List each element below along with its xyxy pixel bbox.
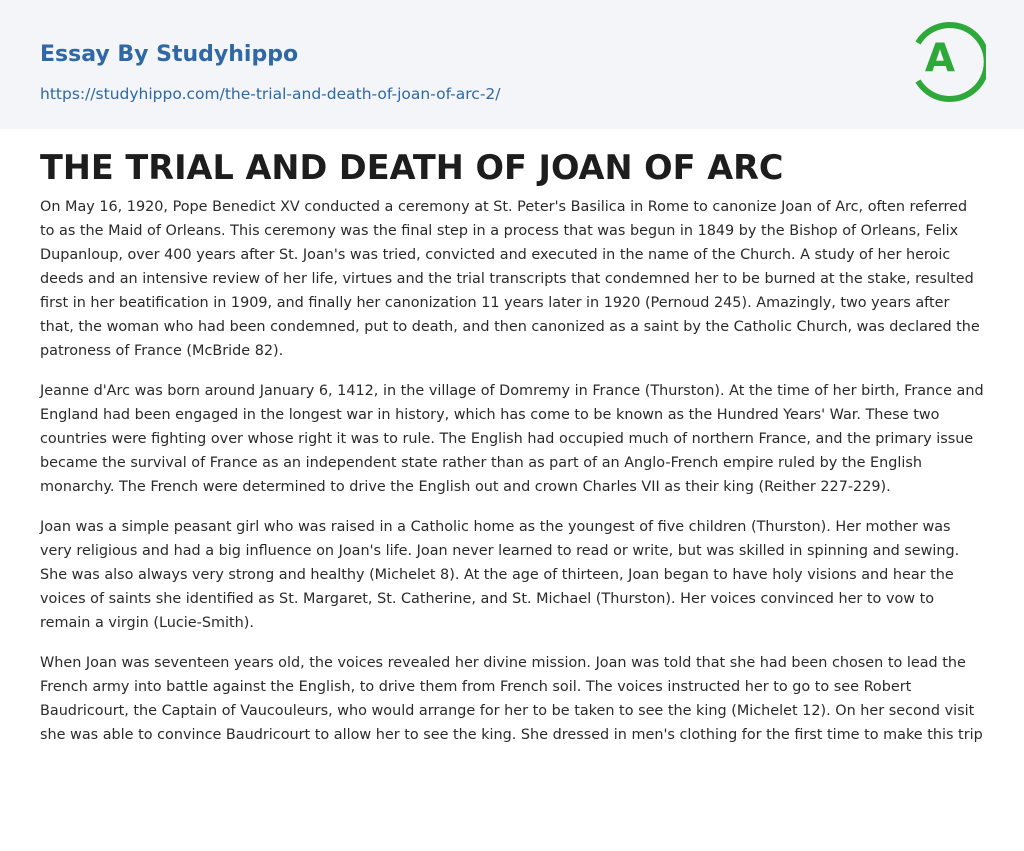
essay-title: THE TRIAL AND DEATH OF JOAN OF ARC [40,148,784,187]
essay-paragraph-1: On May 16, 1920, Pope Benedict XV conducted a ceremony at St. Peter's Basilica in Rome to canonize Joan of Arc, often referred to as the Maid of Orleans. This ceremony was the final step in a process that was begun in 1849 by the Bishop of Orleans, Felix Dupanloup, over 400 years after St. Joan's was tried, convicted and executed in the name of the Church. A study of her heroic deeds and an intensive review of her life, virtues and the trial transcripts that condemned her to be burned at the stake, resulted first in her beatification in 1909, and finally her canonization 11 years later in 1920 (Pernoud 245). Amazingly, two years after that, the woman who had been condemned, put to death, and then canonized as a saint by the Catholic Church, was declared the patroness of France (McBride 82). [40,199,980,359]
article-body [40,145,986,763]
essay-paragraph-2: Jeanne d'Arc was born around January 6, 1412, in the village of Domremy in France (Thurston). At the time of her birth, France and England had been engaged in the longest war in history, which has come to be known as the Hundred Years' War. These two countries were fighting over whose right it was to rule. The English had occupied much of northern France, and the primary issue became the survival of France as an independent state rather than as part of an Anglo-French empire ruled by the English monarchy. The French were determined to drive the English out and crown Charles VII as their king (Reither 227-229). [40,383,984,495]
essay-paragraph-4: When Joan was seventeen years old, the voices revealed her divine mission. Joan was told that she had been chosen to lead the French army into battle against the English, to drive them from French soil. The voices instructed her to go to see Robert Baudricourt, the Captain of Vaucouleurs, who would arrange for her to be taken to see the king (Michelet 12). On her second visit she was able to convince Baudricourt to allow her to see the king. She dressed in men's clothing for the first time to make this trip [40,655,983,743]
essay-url-link[interactable]: https://studyhippo.com/the-trial-and-death-of-joan-of-arc-2/ [40,85,501,103]
essay-paragraph-3: Joan was a simple peasant girl who was raised in a Catholic home as the youngest of five children (Thurston). Her mother was very religious and had a big influence on Joan's life. Joan never learned to read or write, but was skilled in spinning and sewing. She was also always very strong and healthy (Michelet 8). At the age of thirteen, Joan began to have holy visions and hear the voices of saints she identified as St. Margaret, St. Catherine, and St. Michael (Thurston). Her voices convinced her to vow to remain a virgin (Lucie-Smith). [40,519,960,631]
studyhippo-logo[interactable] [912,19,986,105]
site-header [0,0,1024,129]
site-brand[interactable]: Essay By Studyhippo [40,42,299,67]
logo-letter: A [924,36,956,81]
